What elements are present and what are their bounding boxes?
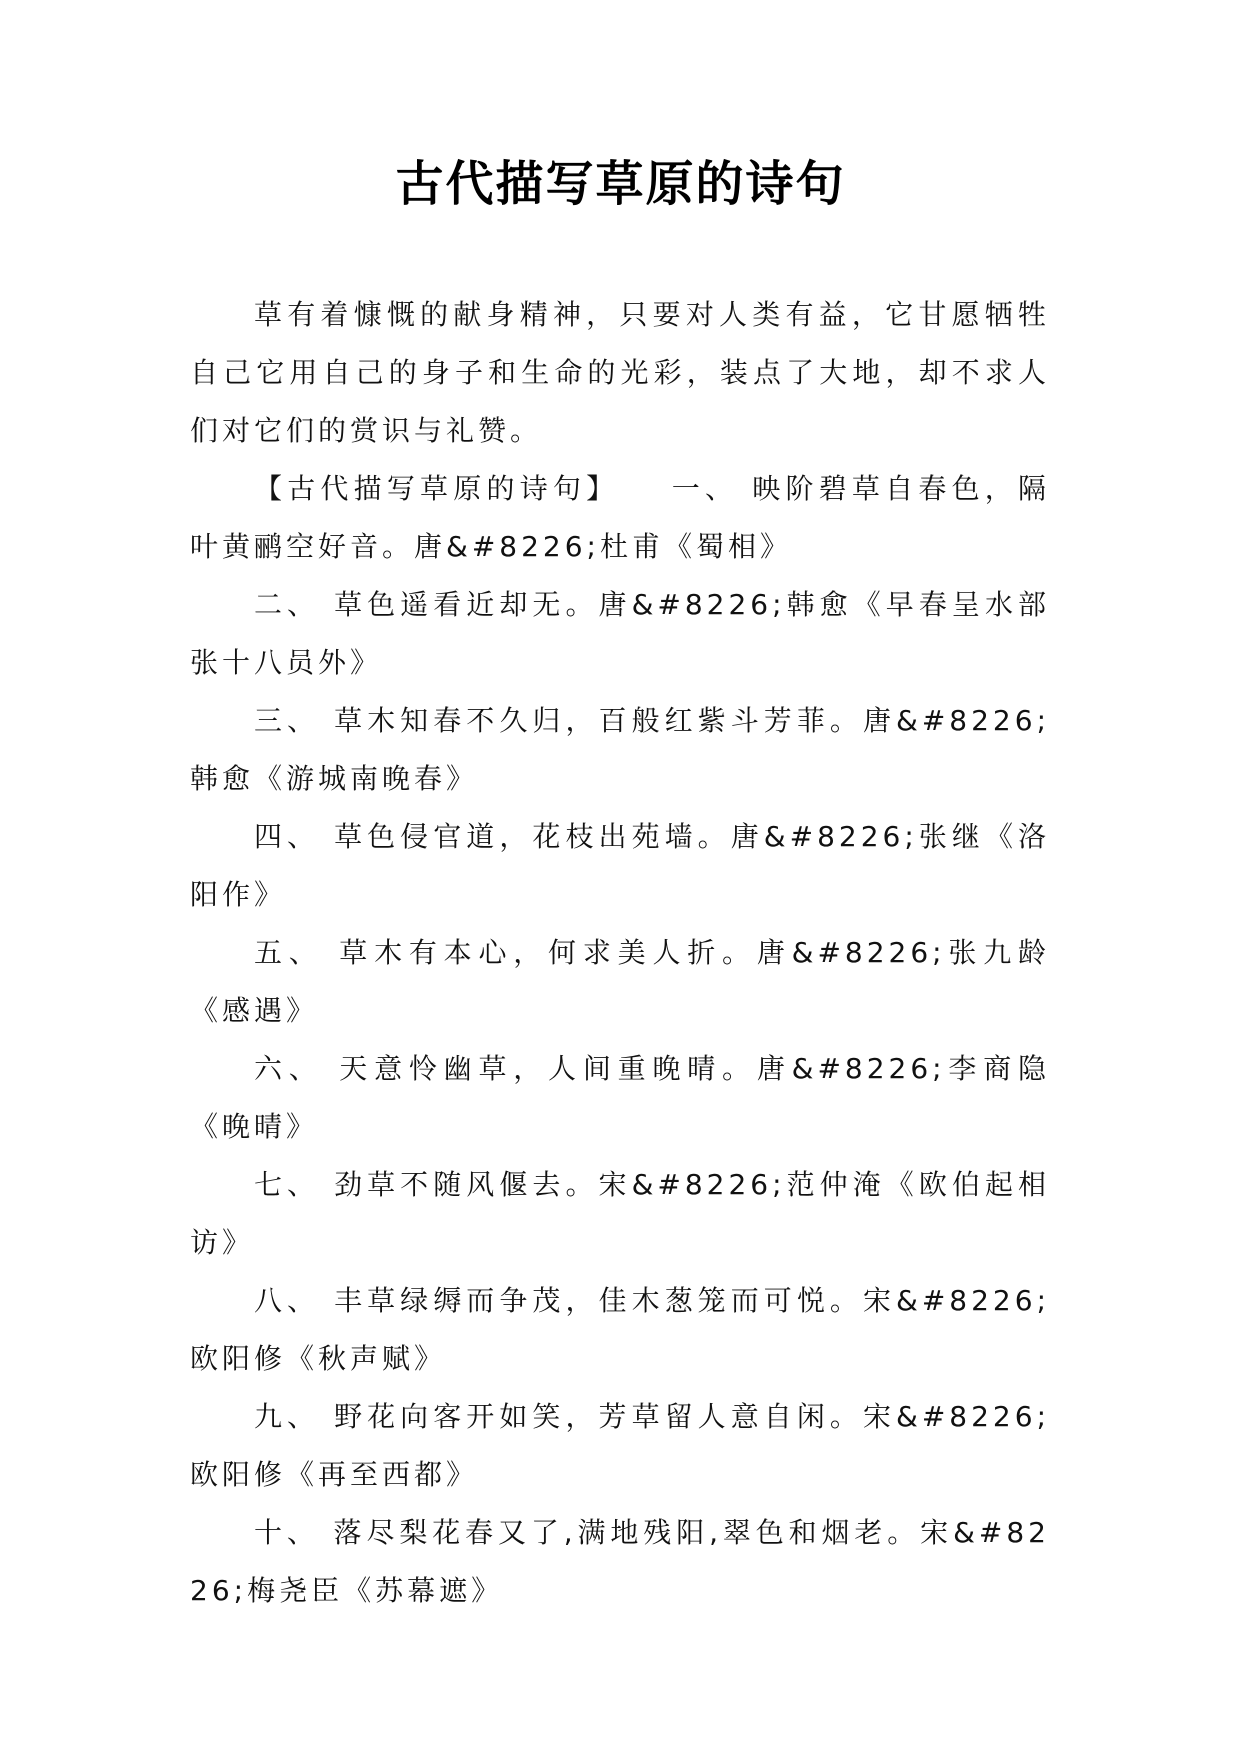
poem-line-5: 五、 草木有本心，何求美人折。唐&#8226;张九龄《感遇》 <box>190 936 1050 1027</box>
poem-line-8: 八、 丰草绿缛而争茂，佳木葱笼而可悦。宋&#8226;欧阳修《秋声赋》 <box>190 1284 1050 1375</box>
poem-line-7: 七、 劲草不随风偃去。宋&#8226;范仲淹《欧伯起相访》 <box>190 1168 1050 1259</box>
poem-line-1: 【古代描写草原的诗句】 一、 映阶碧草自春色，隔叶黄鹂空好音。唐&#8226;杜甫《蜀相》 <box>190 472 1050 563</box>
poem-line-9: 九、 野花向客开如笑，芳草留人意自闲。宋&#8226;欧阳修《再至西都》 <box>190 1400 1050 1491</box>
poem-line-2: 二、 草色遥看近却无。唐&#8226;韩愈《早春呈水部张十八员外》 <box>190 588 1050 679</box>
document-body <box>190 286 1050 1620</box>
poem-line-3: 三、 草木知春不久归，百般红紫斗芳菲。唐&#8226;韩愈《游城南晚春》 <box>190 704 1050 795</box>
poem-line-6: 六、 天意怜幽草，人间重晚晴。唐&#8226;李商隐《晚晴》 <box>190 1052 1050 1143</box>
poem-line-4: 四、 草色侵官道，花枝出苑墙。唐&#8226;张继《洛阳作》 <box>190 820 1050 911</box>
intro-paragraph: 草有着慷慨的献身精神，只要对人类有益，它甘愿牺牲自己它用自己的身子和生命的光彩，装点了大地，却不求人们对它们的赏识与礼赞。 <box>190 298 1050 447</box>
poem-line-10: 十、 落尽梨花春又了,满地残阳,翠色和烟老。宋&#8226;梅尧臣《苏幕遮》 <box>190 1516 1050 1607</box>
document-title: 古代描写草原的诗句 <box>395 156 846 212</box>
